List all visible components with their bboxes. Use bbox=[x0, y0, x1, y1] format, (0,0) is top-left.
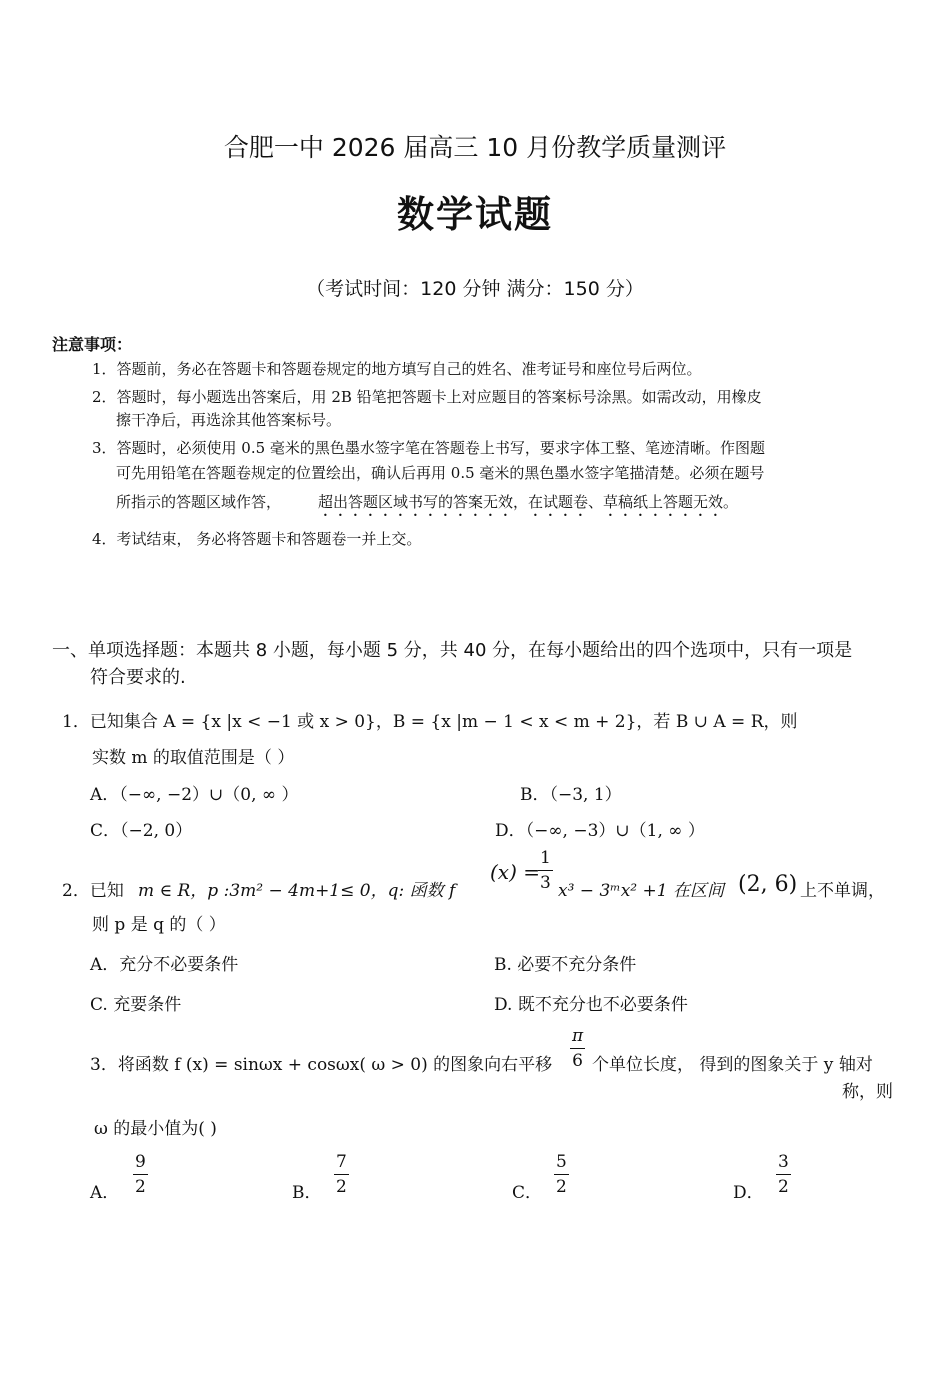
q3-fraction bbox=[570, 1024, 585, 1073]
q3-option-a-num: 9 bbox=[133, 1150, 148, 1175]
q2-stem-c: x³ − 3ᵐx² +1 在区间 bbox=[558, 881, 724, 901]
q3-option-b bbox=[334, 1150, 349, 1199]
q3-option-a-label: A． bbox=[90, 1183, 120, 1203]
q3-option-c-num: 5 bbox=[554, 1150, 569, 1175]
notice-heading: 注意事项： bbox=[52, 335, 133, 354]
q2-option-a: A．充分不必要条件 bbox=[90, 955, 239, 975]
q1-option-c: C．（−2, 0） bbox=[90, 821, 193, 841]
notice-item-2: 2．答题时，每小题选出答案后，用 2B 铅笔把答题卡上对应题目的答案标号涂黑。如需改动，用橡皮 bbox=[92, 388, 762, 406]
q3-option-d-den: 2 bbox=[778, 1177, 789, 1197]
exam-info: （考试时间：120 分钟 满分：150 分） bbox=[306, 278, 644, 300]
notice-item-1: 1．答题前，务必在答题卡和答题卷规定的地方填写自己的姓名、准考证号和座位号后两位。 bbox=[92, 360, 702, 378]
q3-option-d bbox=[776, 1150, 791, 1199]
notice-warning: 超出答题区域书写的答案无效，在试题卷、草稿纸上答题无效。 bbox=[318, 493, 739, 511]
q3-option-b-num: 7 bbox=[334, 1150, 349, 1175]
q3-stem-b: 个单位长度， 得到的图象关于 y 轴对 bbox=[592, 1055, 873, 1075]
q3-option-c-label: C． bbox=[512, 1183, 543, 1203]
q2-stem-cont: 则 p 是 q 的（ ） bbox=[92, 915, 226, 935]
q2-fraction bbox=[538, 846, 553, 895]
q1-stem-cont: 实数 m 的取值范围是（ ） bbox=[92, 748, 295, 768]
q2-stem-a: 2．已知 bbox=[62, 881, 124, 901]
q2-frac-den: 3 bbox=[540, 873, 551, 893]
q2-option-d: D. 既不充分也不必要条件 bbox=[494, 995, 688, 1015]
section-heading-cont: 符合要求的. bbox=[90, 667, 186, 688]
q3-option-c-den: 2 bbox=[556, 1177, 567, 1197]
q3-option-d-label: D． bbox=[733, 1183, 764, 1203]
notice-item-3-end: 所指示的答题区域作答， bbox=[116, 493, 282, 511]
notice-item-4: 4．考试结束， 务必将答题卡和答题卷一并上交。 bbox=[92, 530, 422, 548]
q2-stem-b: m ∈ R，p :3m² − 4m+1≤ 0，q: 函数 f bbox=[138, 881, 456, 901]
notice-item-3: 3．答题时，必须使用 0.5 毫米的黑色墨水签字笔在答题卷上书写，要求字体工整、笔迹清晰。作图题 bbox=[92, 439, 765, 457]
notice-item-2-cont: 擦干净后，再选涂其他答案标号。 bbox=[116, 411, 342, 429]
section-heading: 一、单项选择题：本题共 8 小题，每小题 5 分，共 40 分，在每小题给出的四个选项中，只有一项是 bbox=[52, 640, 853, 661]
q2-stem-d: 上不单调， bbox=[800, 881, 885, 901]
q2-option-b: B. 必要不充分条件 bbox=[494, 955, 637, 975]
q2-interval: (2, 6) bbox=[738, 872, 798, 897]
exam-header: 合肥一中 2026 届高三 10 月份教学质量测评 bbox=[223, 133, 727, 162]
q3-stem-cont: 称，则 bbox=[842, 1082, 893, 1102]
q2-frac-num: 1 bbox=[538, 846, 553, 871]
q3-option-c bbox=[554, 1150, 569, 1199]
q2-fx: (x) = bbox=[490, 860, 540, 884]
q3-stem-a: 3．将函数 f (x) = sinωx + cosωx( ω > 0) 的图象向右平移 bbox=[90, 1055, 553, 1075]
q1-option-d: D．（−∞, −3）∪（1, ∞ ） bbox=[495, 821, 705, 841]
q2-option-c: C. 充要条件 bbox=[90, 995, 182, 1015]
q3-option-a-den: 2 bbox=[135, 1177, 146, 1197]
q3-option-d-num: 3 bbox=[776, 1150, 791, 1175]
q3-option-b-den: 2 bbox=[336, 1177, 347, 1197]
q3-stem-end: ω 的最小值为( ) bbox=[94, 1119, 217, 1139]
q3-frac-den: 6 bbox=[572, 1051, 583, 1071]
notice-item-3-cont: 可先用铅笔在答题卷规定的位置绘出，确认后再用 0.5 毫米的黑色墨水签字笔描清楚。必须在题号 bbox=[116, 464, 765, 482]
q3-option-b-label: B． bbox=[292, 1183, 322, 1203]
q3-option-a bbox=[133, 1150, 148, 1199]
page-title: 数学试题 bbox=[397, 193, 553, 236]
q1-stem: 1．已知集合 A = {x |x < −1 或 x > 0}，B = {x |m − 1 < x < m + 2}，若 B ∪ A = R，则 bbox=[62, 712, 798, 732]
q1-option-b: B．（−3, 1） bbox=[520, 785, 622, 805]
q3-frac-num: π bbox=[570, 1024, 585, 1049]
q1-option-a: A．（−∞, −2）∪（0, ∞ ） bbox=[90, 785, 299, 805]
